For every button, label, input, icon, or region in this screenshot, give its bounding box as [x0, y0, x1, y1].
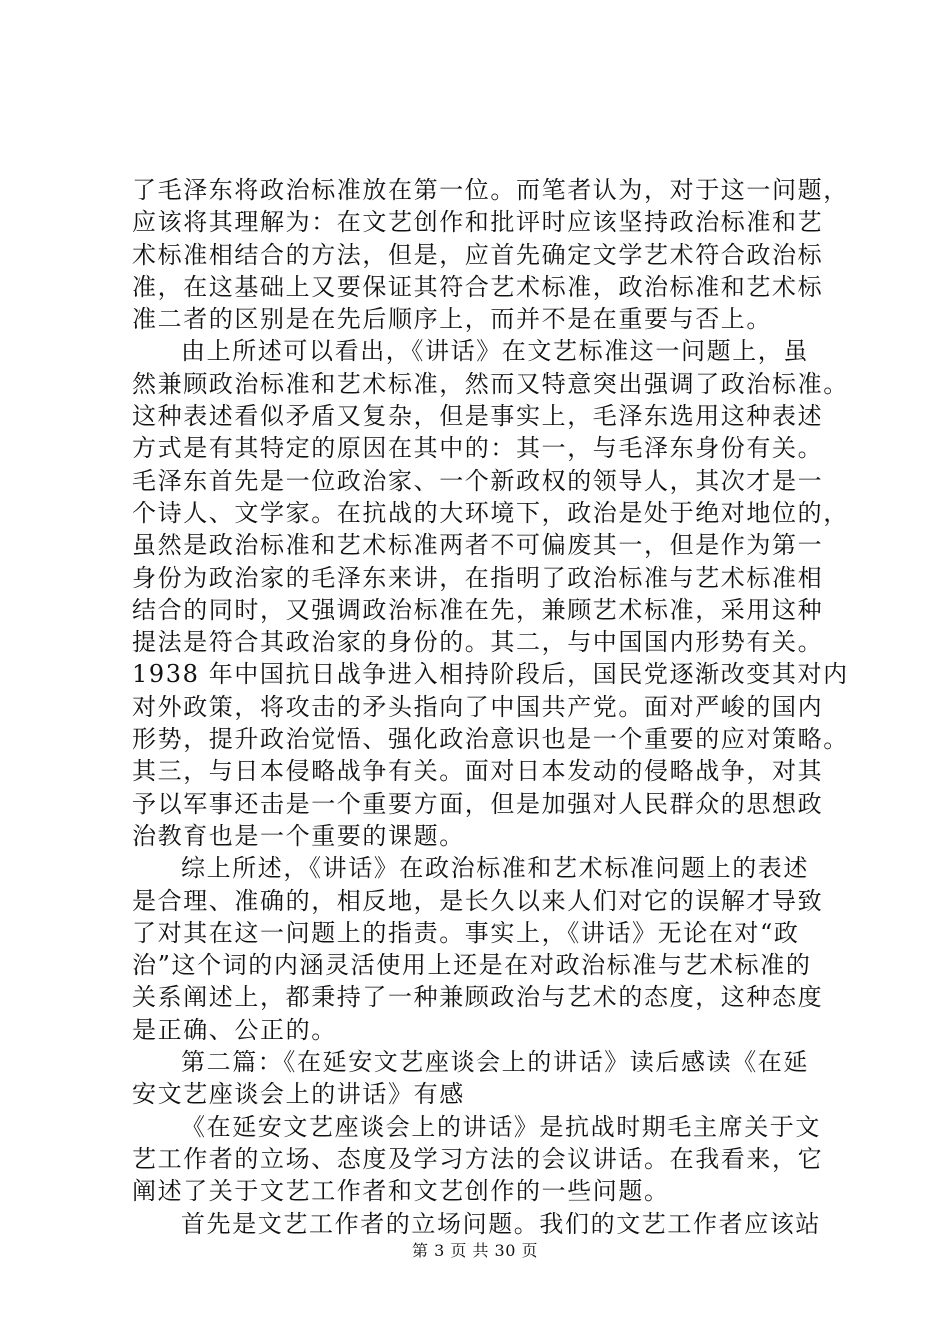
text-line: 治教育也是一个重要的课题。 — [132, 821, 465, 850]
text-line: 虽然是政治标准和艺术标准两者不可偏废其一，但是作为第一 — [132, 531, 824, 560]
text-line: 毛泽东首先是一位政治家、一个新政权的领导人，其次才是一 — [132, 466, 824, 495]
text-line: 1938 年中国抗日战争进入相持阶段后，国民党逐渐改变其对内 — [132, 660, 849, 689]
text-line: 准，在这基础上又要保证其符合艺术标准，政治标准和艺术标 — [132, 272, 824, 301]
text-line: 其三，与日本侵略战争有关。面对日本发动的侵略战争，对其 — [132, 757, 824, 786]
text-line: 结合的同时，又强调政治标准在先，兼顾艺术标准，采用这种 — [132, 595, 824, 624]
text-line: 是合理、准确的，相反地，是长久以来人们对它的误解才导致 — [132, 886, 824, 915]
text-line: 形势，提升政治觉悟、强化政治意识也是一个重要的应对策略。 — [132, 725, 849, 754]
text-line: 了毛泽东将政治标准放在第一位。而笔者认为，对于这一问题， — [132, 176, 849, 204]
text-line: 对外政策，将攻击的矛头指向了中国共产党。面对严峻的国内 — [132, 692, 824, 721]
text-line: 准二者的区别是在先后顺序上，而并不是在重要与否上。 — [132, 305, 772, 334]
page-footer: 第 3 页 共 30 页 — [412, 1241, 538, 1260]
text-line: 提法是符合其政治家的身份的。其二，与中国国内形势有关。 — [132, 628, 824, 657]
text-line: 身份为政治家的毛泽东来讲，在指明了政治标准与艺术标准相 — [132, 563, 824, 592]
text-line: 艺工作者的立场、态度及学习方法的会议讲话。在我看来，它 — [132, 1144, 824, 1173]
text-line: 是正确、公正的。 — [132, 1015, 337, 1044]
text-line: 关系阐述上，都秉持了一种兼顾政治与艺术的态度，这种态度 — [132, 983, 824, 1012]
text-line: 综上所述，《讲话》在政治标准和艺术标准问题上的表述 — [181, 854, 809, 883]
text-line: 这种表述看似矛盾又复杂，但是事实上，毛泽东选用这种表述 — [132, 402, 824, 431]
text-line: 《在延安文艺座谈会上的讲话》是抗战时期毛主席关于文 — [181, 1112, 821, 1141]
text-line: 第二篇：《在延安文艺座谈会上的讲话》读后感读《在延 — [181, 1048, 809, 1077]
text-line: 予以军事还击是一个重要方面，但是加强对人民群众的思想政 — [132, 789, 824, 818]
text-line: 治”这个词的内涵灵活使用上还是在对政治标准与艺术标准的 — [132, 951, 812, 980]
text-line: 安文艺座谈会上的讲话》有感 — [132, 1080, 465, 1109]
text-line: 然兼顾政治标准和艺术标准，然而又特意突出强调了政治标准。 — [132, 369, 849, 398]
text-line: 方式是有其特定的原因在其中的：其一，与毛泽东身份有关。 — [132, 434, 824, 463]
text-line: 个诗人、文学家。在抗战的大环境下，政治是处于绝对地位的， — [132, 498, 849, 527]
text-line: 阐述了关于文艺工作者和文艺创作的一些问题。 — [132, 1177, 670, 1206]
document-body — [132, 174, 849, 1240]
text-line: 应该将其理解为：在文艺创作和批评时应该坚持政治标准和艺 — [132, 208, 824, 237]
text-line: 了对其在这一问题上的指责。事实上，《讲话》无论在对“政 — [132, 918, 800, 947]
text-line: 首先是文艺工作者的立场问题。我们的文艺工作者应该站 — [181, 1209, 821, 1238]
text-line: 由上所述可以看出，《讲话》在文艺标准这一问题上，虽 — [181, 337, 809, 366]
text-line: 术标准相结合的方法，但是，应首先确定文学艺术符合政治标 — [132, 240, 824, 269]
